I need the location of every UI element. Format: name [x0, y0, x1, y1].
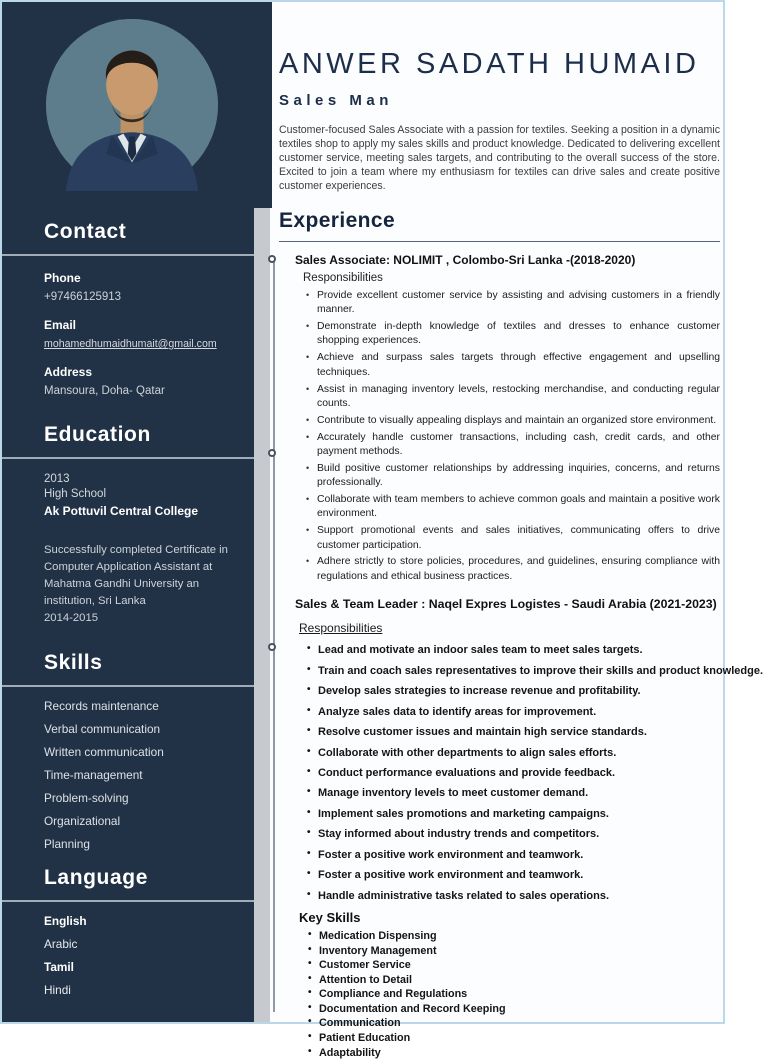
education-year: 2013: [44, 473, 70, 485]
timeline-node: [268, 643, 276, 651]
skill-item: Verbal communication: [44, 722, 161, 736]
main-content: [279, 2, 763, 1061]
job1-bullets: [295, 289, 720, 584]
profile-photo: [46, 19, 218, 191]
job1-bullet: • Provide excellent customer service by assisting and advising customers in a friendly manner.: [305, 289, 720, 318]
email-label: Email: [44, 318, 77, 332]
key-skill-item: • Attention to Detail: [307, 974, 720, 987]
person-icon: [46, 19, 218, 191]
job-entry-2: [279, 597, 763, 903]
language-item: Hindi: [44, 983, 71, 997]
timeline-node: [268, 449, 276, 457]
education-section: [2, 397, 254, 627]
email-link[interactable]: mohamedhumaidhumait@gmail.com: [44, 338, 217, 350]
job1-bullet: • Adhere strictly to store policies, procedures, and guidelines, ensuring compliance with regulations and ethical business practices.: [305, 555, 720, 584]
language-item: English: [44, 914, 87, 928]
job1-bullet: • Demonstrate in-depth knowledge of textiles and dresses to enhance customer shopping experiences.: [305, 320, 720, 349]
job1-bullet: • Achieve and surpass sales targets through effective engagement and upselling techniques.: [305, 351, 720, 380]
timeline-line: [273, 256, 275, 1012]
job2-bullet: • Foster a positive work environment and teamwork.: [305, 849, 720, 862]
job2-bullet: • Stay informed about industry trends and competitors.: [305, 828, 720, 841]
job2-responsibilities-label: Responsibilities: [299, 621, 383, 636]
phone-value: +97466125913: [44, 291, 122, 303]
job2-bullet: • Develop sales strategies to increase revenue and profitability.: [305, 685, 720, 698]
skills-list: [2, 695, 254, 856]
key-skill-item: • Compliance and Regulations: [307, 988, 720, 1001]
job-entry-1: [279, 253, 720, 584]
person-role: Sales Man: [279, 92, 393, 109]
key-skill-item: • Patient Education: [307, 1032, 720, 1045]
job2-bullet: • Implement sales promotions and marketing campaigns.: [305, 808, 720, 821]
education-certificate: Successfully completed Certificate in Computer Application Assistant at Mahatma Gandhi University an institution, Sri Lanka: [44, 544, 228, 607]
job1-bullet: • Collaborate with team members to achieve common goals and maintain a positive work environment.: [305, 493, 720, 522]
skills-heading: Skills: [44, 651, 103, 674]
language-item: Tamil: [44, 960, 74, 974]
key-skills-section: [279, 910, 720, 1059]
skill-item: Organizational: [44, 814, 121, 828]
section-divider: [2, 254, 254, 256]
key-skill-item: • Communication: [307, 1017, 720, 1030]
contact-heading: Contact: [44, 220, 127, 243]
skill-item: Problem-solving: [44, 791, 129, 805]
experience-rule: [279, 241, 720, 242]
section-divider: [2, 900, 254, 902]
key-skill-item: • Customer Service: [307, 959, 720, 972]
section-divider: [2, 685, 254, 687]
address-label: Address: [44, 365, 93, 379]
skill-item: Planning: [44, 837, 90, 851]
skills-section: [2, 627, 254, 856]
key-skills-list: [295, 930, 720, 1059]
education-college: Ak Pottuvil Central College: [44, 504, 199, 518]
section-divider: [2, 457, 254, 459]
address-value: Mansoura, Doha- Qatar: [44, 385, 165, 397]
photo-block: [2, 2, 272, 208]
job2-bullet: • Manage inventory levels to meet customer demand.: [305, 787, 720, 800]
job1-responsibilities-label: Responsibilities: [303, 271, 383, 284]
job1-bullet: • Support promotional events and sales initiatives, communicating offers to drive customer participation.: [305, 524, 720, 553]
job1-bullet: • Contribute to visually appealing displays and maintain an organized store environment.: [305, 414, 720, 428]
education-school-type: High School: [44, 488, 107, 500]
contact-section: [2, 208, 254, 397]
education-heading: Education: [44, 423, 151, 446]
skill-item: Time-management: [44, 768, 143, 782]
job2-bullet: • Handle administrative tasks related to sales operations.: [305, 890, 720, 903]
phone-label: Phone: [44, 271, 81, 285]
key-skill-item: • Adaptability: [307, 1047, 720, 1060]
key-skill-item: • Inventory Management: [307, 945, 720, 958]
job2-bullets: [295, 644, 763, 903]
job2-title: Sales & Team Leader : Naqel Expres Logistes - Saudi Arabia (2021-2023): [295, 597, 717, 612]
language-section: [2, 856, 254, 1002]
job2-bullet: • Collaborate with other departments to align sales efforts.: [305, 747, 720, 760]
skill-item: Written communication: [44, 745, 164, 759]
job2-bullet: • Analyze sales data to identify areas for improvement.: [305, 706, 720, 719]
job1-title: Sales Associate: NOLIMIT , Colombo-Sri Lanka -(2018-2020): [295, 252, 636, 267]
job1-bullet: • Assist in managing inventory levels, restocking merchandise, and conducting regular counts.: [305, 383, 720, 412]
skill-item: Records maintenance: [44, 699, 159, 713]
language-heading: Language: [44, 866, 148, 889]
job2-bullet: • Conduct performance evaluations and provide feedback.: [305, 767, 720, 780]
job2-bullet: • Resolve customer issues and maintain high service standards.: [305, 726, 720, 739]
job2-bullet: • Foster a positive work environment and teamwork.: [305, 869, 720, 882]
key-skills-heading: Key Skills: [299, 910, 361, 926]
key-skill-item: • Documentation and Record Keeping: [307, 1003, 720, 1016]
education-certificate-years: 2014-2015: [44, 612, 99, 624]
job1-bullet: • Accurately handle customer transactions, including cash, credit cards, and other payment methods.: [305, 431, 720, 460]
job1-bullet: • Build positive customer relationships by addressing inquiries, concerns, and returns professionally.: [305, 462, 720, 491]
experience-heading: Experience: [279, 208, 396, 232]
job2-bullet: • Train and coach sales representatives to improve their skills and product knowledge.: [305, 665, 720, 678]
key-skill-item: • Medication Dispensing: [307, 930, 720, 943]
job2-bullet: • Lead and motivate an indoor sales team to meet sales targets.: [305, 644, 720, 657]
language-item: Arabic: [44, 937, 78, 951]
timeline-node: [268, 255, 276, 263]
person-name: ANWER SADATH HUMAID: [279, 48, 700, 80]
profile-summary: Customer-focused Sales Associate with a passion for textiles. Seeking a position in a dynamic textiles shop to apply my sales skills and product knowledge. Dedicated to delivering excellent customer service, meeting sales targets, and contributing to the overall success of the store. Excited to join a team where my enthusiasm for textiles can drive sales and create positive customer experiences.: [279, 124, 720, 192]
